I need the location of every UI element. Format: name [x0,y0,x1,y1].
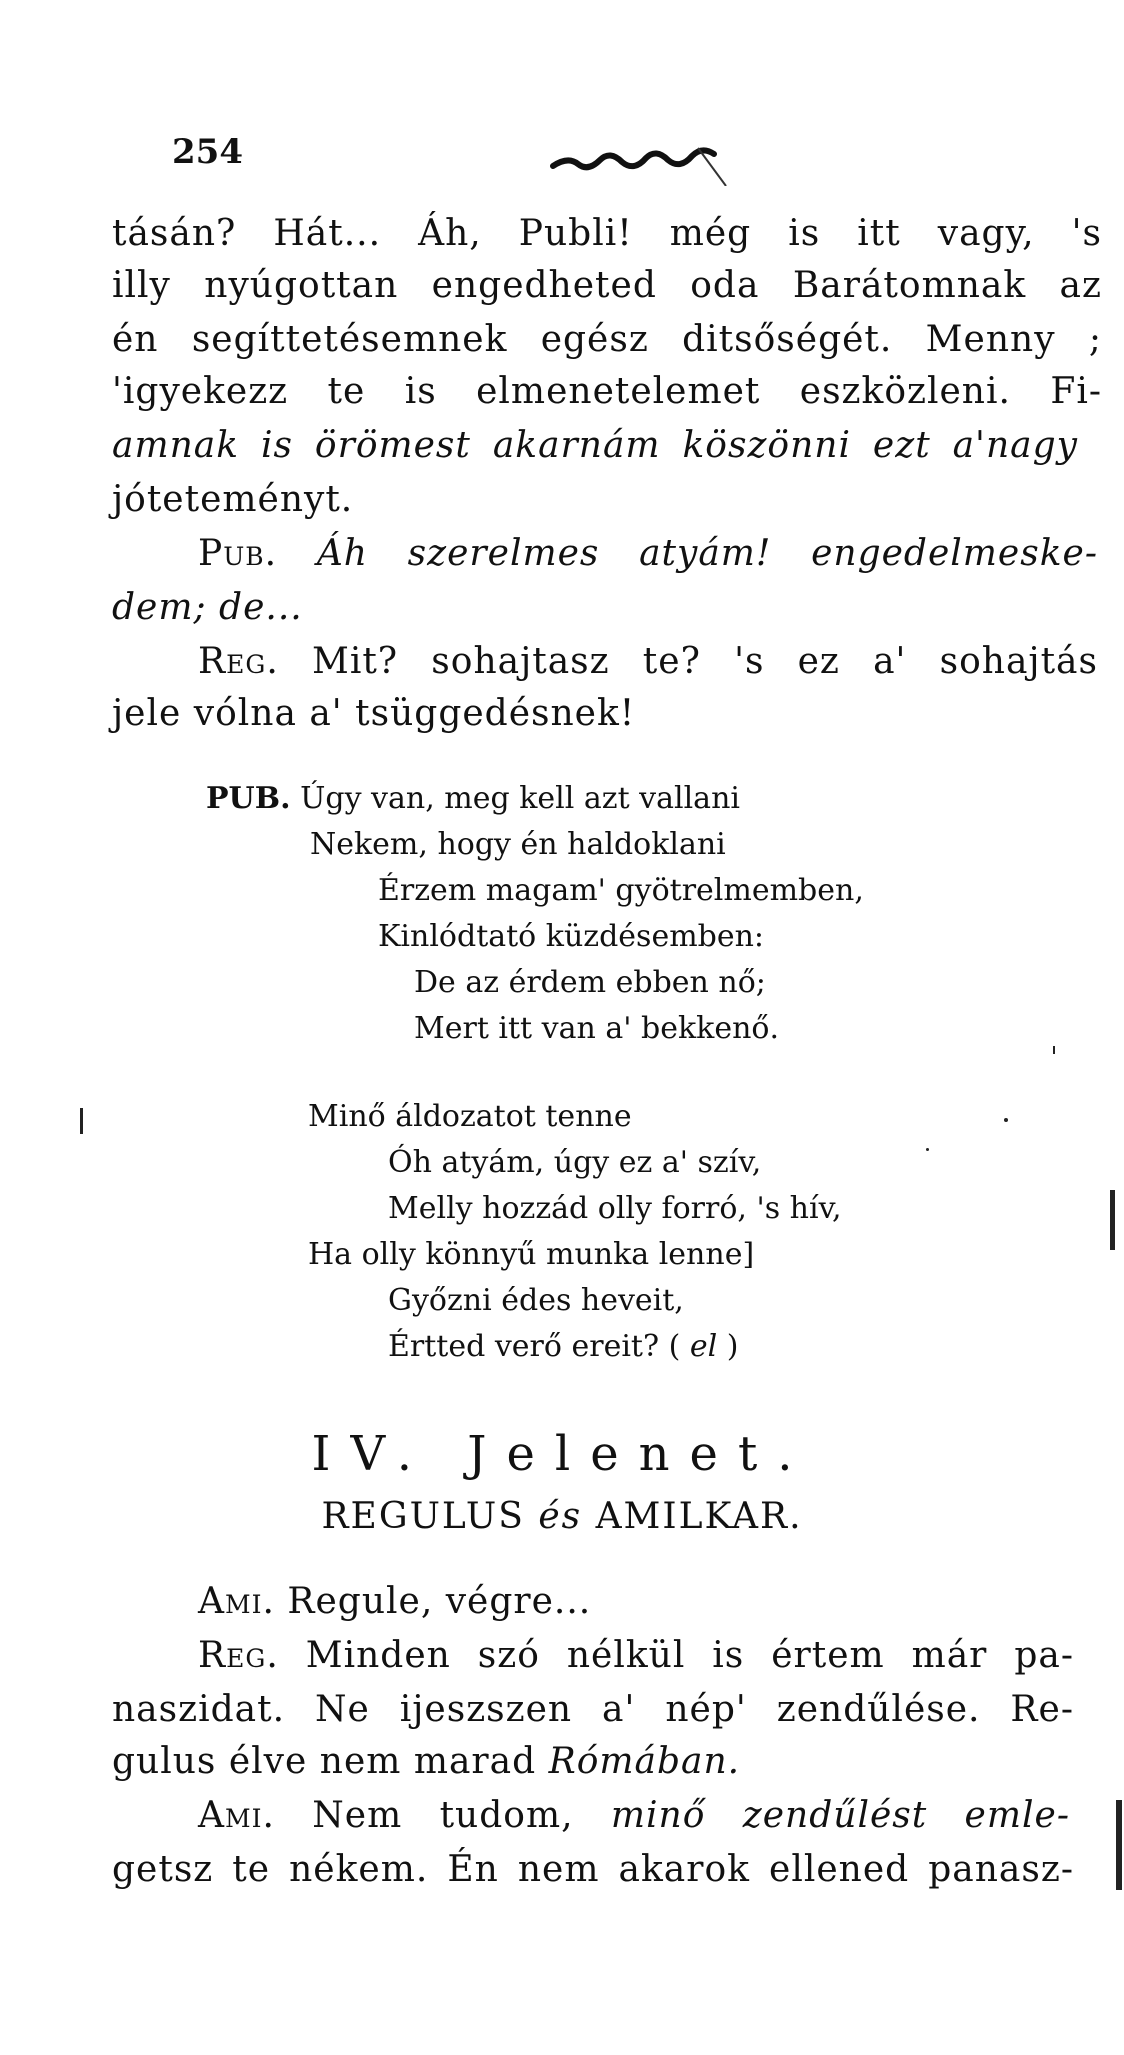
verse-line: De az érdem ebben nő; [414,965,766,1000]
page-number: 254 [172,132,243,172]
verse-line: Értted verő ereit? ( el ) [388,1329,739,1364]
person-name: REGULUS [321,1496,525,1537]
verse-line: Érzem magam' gyötrelmemben, [378,873,864,908]
dialogue-line: naszidat. Ne ijeszszen a' nép' zendűlése. Re- [112,1689,1074,1730]
verse-line: Nekem, hogy én haldoklani [310,827,726,862]
prose-line: amnak is örömest akarnám köszönni ezt a'nagy [112,425,1078,466]
verse-line: Óh atyám, úgy ez a' szív, [388,1145,762,1180]
scene-persons [0,1496,1124,1537]
prose-line: én segíttetésemnek egész ditsőségét. Menny ; [112,319,1102,360]
verse-line: Mert itt van a' bekkenő. [414,1011,779,1046]
scan-speck [926,1148,929,1151]
verse-line: Ha olly könnyű munka lenne] [308,1237,755,1272]
dialogue-text: gulus élve nem marad Rómában. [112,1741,741,1782]
verse-text: Értted verő ereit? [388,1329,660,1364]
speaker-name: Reg. [198,1635,279,1676]
dialogue-text: Mit? sohajtasz te? 's ez a' sohajtás [311,641,1098,682]
person-name: AMILKAR. [595,1496,803,1537]
speaker-name: Ami. [198,1795,275,1836]
speaker-name: Pub. [198,533,278,574]
dialogue-line [198,533,1098,574]
dialogue-text: Minden szó nélkül is értem már pa- [305,1635,1075,1676]
prose-line: illy nyúgottan engedheted oda Barátomnak az [112,265,1102,306]
prose-line: jóteteményt. [112,479,354,520]
scene-title: IV. Jelenet. [311,1426,813,1482]
dialogue-line: jele vólna a' tsüggedésnek! [112,693,636,734]
prose-line: tásán? Hát... Áh, Publi! még is itt vagy, 's [112,213,1102,254]
verse-line [206,781,740,816]
verse-text: Úgy van, meg kell azt vallani [300,781,740,816]
speaker-name: Ami. [198,1581,275,1622]
dialogue-line [198,1635,1075,1676]
scan-speck [1004,1118,1008,1122]
verse-line: Melly hozzád olly forró, 's hív, [388,1191,842,1226]
dialogue-line: dem; de... [112,587,303,628]
scan-speck [1110,1190,1115,1250]
dialogue-line [112,1741,741,1782]
dialogue-text-italic: minő zendűlést emle- [610,1795,1070,1836]
dialogue-text: Regule, végre... [287,1581,592,1622]
dialogue-line: getsz te nékem. Én nem akarok ellened panasz- [112,1849,1074,1890]
dialogue-line [198,1581,592,1622]
verse-line: Győzni édes heveit, [388,1283,684,1318]
header-ornament [548,126,728,186]
dialogue-text-italic: Rómában. [548,1741,741,1782]
speaker-name: PUB. [206,781,291,816]
dialogue-text: Nem tudom, [312,1795,574,1836]
stage-direction: el [689,1329,718,1364]
speaker-name: Reg. [198,641,279,682]
dialogue-line [198,641,1098,682]
scan-speck [80,1108,83,1134]
prose-line: 'igyekezz te is elmenetelemet eszközleni. Fi- [112,371,1102,412]
dialogue-line [198,1795,1070,1836]
scan-speck [1116,1800,1122,1890]
dialogue-text: Áh szerelmes atyám! engedelmeske- [316,533,1098,574]
verse-line: Minő áldozatot tenne [308,1099,632,1134]
conjunction: és [538,1496,583,1537]
scan-speck [1053,1046,1055,1054]
verse-line: Kinlódtató küzdésemben: [378,919,765,954]
